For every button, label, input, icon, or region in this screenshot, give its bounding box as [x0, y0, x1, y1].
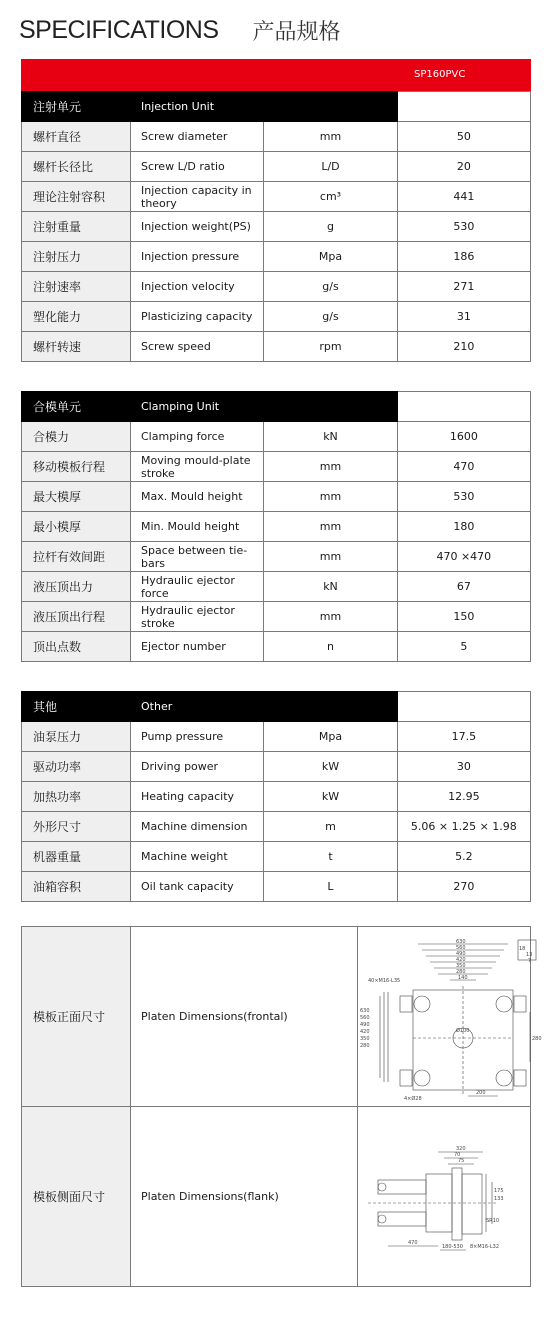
- row-label-cn: 最大模厚: [22, 482, 131, 512]
- title-english: SPECIFICATIONS: [19, 15, 219, 44]
- row-label-en: Screw diameter: [131, 122, 264, 152]
- mid-dim-label: 180-530: [442, 1243, 463, 1250]
- row-value: 17.5: [397, 722, 530, 752]
- small-dim-label: 18: [519, 945, 526, 952]
- section-header-en: Injection Unit: [131, 92, 398, 122]
- flank-drawing-svg: [358, 1112, 542, 1282]
- right-dim-label: 280: [532, 1035, 542, 1042]
- row-unit: g/s: [264, 272, 397, 302]
- row-label-en: Hydraulic ejector force: [131, 572, 264, 602]
- row-label-en: Machine weight: [131, 842, 264, 872]
- section-header-blank: [397, 692, 530, 722]
- small-dim-label: 7: [528, 957, 532, 964]
- bottom-dim-label: 200: [476, 1089, 486, 1096]
- row-label-en: Max. Mould height: [131, 482, 264, 512]
- row-value: 5.2: [397, 842, 530, 872]
- platen-label-en: Platen Dimensions(frontal): [131, 927, 358, 1107]
- row-unit: mm: [264, 122, 397, 152]
- vdim-label: 280: [360, 1042, 370, 1049]
- platen-table: [21, 926, 542, 1287]
- row-unit: m: [264, 812, 397, 842]
- row-value: 30: [397, 752, 530, 782]
- row-value: 31: [397, 302, 530, 332]
- row-label-cn: 外形尺寸: [22, 812, 131, 842]
- row-label-cn: 螺杆直径: [22, 122, 131, 152]
- sr-label: SR10: [486, 1217, 500, 1224]
- row-value: 271: [397, 272, 530, 302]
- row-value: 1600: [397, 422, 530, 452]
- model-name: SP160PVC: [414, 69, 466, 80]
- row-unit: rpm: [264, 332, 397, 362]
- small-dim-label: 13: [526, 951, 533, 958]
- hole-label: 40×M16-L35: [368, 977, 401, 984]
- platen-label-en: Platen Dimensions(flank): [131, 1107, 358, 1287]
- spec-table-other: [21, 691, 531, 902]
- row-label-cn: 注射重量: [22, 212, 131, 242]
- table-row: [22, 872, 531, 902]
- row-value: 12.95: [397, 782, 530, 812]
- row-value: 530: [397, 482, 530, 512]
- table-row: [22, 842, 531, 872]
- row-value: 470 ×470: [397, 542, 530, 572]
- table-row: [22, 572, 531, 602]
- table-row: [22, 482, 531, 512]
- row-unit: L/D: [264, 152, 397, 182]
- row-unit: kW: [264, 752, 397, 782]
- row-value: 270: [397, 872, 530, 902]
- row-unit: Mpa: [264, 242, 397, 272]
- platen-flank-drawing: [358, 1107, 531, 1287]
- row-label-en: Pump pressure: [131, 722, 264, 752]
- platen-label-cn: 模板侧面尺寸: [22, 1107, 131, 1287]
- row-unit: mm: [264, 512, 397, 542]
- table-row: [22, 302, 531, 332]
- dim-label: 280: [456, 968, 466, 975]
- row-label-en: Machine dimension: [131, 812, 264, 842]
- row-label-en: Injection weight(PS): [131, 212, 264, 242]
- section-header-en: Clamping Unit: [131, 392, 398, 422]
- row-label-cn: 塑化能力: [22, 302, 131, 332]
- row-unit: g: [264, 212, 397, 242]
- row-unit: mm: [264, 482, 397, 512]
- row-label-cn: 机器重量: [22, 842, 131, 872]
- row-label-cn: 注射速率: [22, 272, 131, 302]
- table-row: [22, 422, 531, 452]
- vdim-label: 490: [360, 1021, 370, 1028]
- dim-label: 560: [456, 944, 466, 951]
- row-label-cn: 液压顶出力: [22, 572, 131, 602]
- row-label-cn: 螺杆长径比: [22, 152, 131, 182]
- row-label-en: Injection pressure: [131, 242, 264, 272]
- platen-row-frontal: [22, 927, 531, 1107]
- row-label-en: Screw speed: [131, 332, 264, 362]
- row-value: 67: [397, 572, 530, 602]
- row-unit: mm: [264, 452, 397, 482]
- row-label-cn: 注射压力: [22, 242, 131, 272]
- row-value: 180: [397, 512, 530, 542]
- dim-label: 420: [456, 956, 466, 963]
- dim-label: 70: [454, 1151, 461, 1158]
- row-value: 50: [397, 122, 530, 152]
- row-label-en: Ejector number: [131, 632, 264, 662]
- row-unit: mm: [264, 602, 397, 632]
- row-label-en: Moving mould-plate stroke: [131, 452, 264, 482]
- row-unit: L: [264, 872, 397, 902]
- row-label-cn: 移动模板行程: [22, 452, 131, 482]
- row-label-en: Min. Mould height: [131, 512, 264, 542]
- row-unit: Mpa: [264, 722, 397, 752]
- table-row: [22, 452, 531, 482]
- table-row: [22, 512, 531, 542]
- row-label-cn: 理论注射容积: [22, 182, 131, 212]
- row-value: 5: [397, 632, 530, 662]
- section-header-cn: 注射单元: [22, 92, 131, 122]
- row-value: 5.06 × 1.25 × 1.98: [397, 812, 530, 842]
- spec-table-clamping: [21, 391, 531, 662]
- table-row: [22, 182, 531, 212]
- spec-table-injection: [21, 91, 531, 362]
- table-row: [22, 122, 531, 152]
- row-unit: mm: [264, 542, 397, 572]
- section-header: [22, 92, 531, 122]
- row-label-cn: 油箱容积: [22, 872, 131, 902]
- section-header: [22, 692, 531, 722]
- row-unit: cm³: [264, 182, 397, 212]
- frontal-drawing-svg: [358, 932, 542, 1102]
- side-dim-label: 133: [494, 1195, 504, 1202]
- row-unit: kW: [264, 782, 397, 812]
- table-row: [22, 752, 531, 782]
- table-row: [22, 812, 531, 842]
- vdim-label: 350: [360, 1035, 370, 1042]
- table-row: [22, 542, 531, 572]
- row-label-en: Driving power: [131, 752, 264, 782]
- row-label-en: Screw L/D ratio: [131, 152, 264, 182]
- row-value: 530: [397, 212, 530, 242]
- row-label-cn: 最小模厚: [22, 512, 131, 542]
- row-value: 186: [397, 242, 530, 272]
- row-label-cn: 顶出点数: [22, 632, 131, 662]
- dim-label: 320: [456, 1145, 466, 1152]
- row-label-cn: 螺杆转速: [22, 332, 131, 362]
- platen-frontal-drawing: [358, 927, 542, 1107]
- table-row: [22, 242, 531, 272]
- table-row: [22, 152, 531, 182]
- section-header-en: Other: [131, 692, 398, 722]
- row-label-cn: 油泵压力: [22, 722, 131, 752]
- row-unit: kN: [264, 422, 397, 452]
- row-label-en: Oil tank capacity: [131, 872, 264, 902]
- row-value: 441: [397, 182, 530, 212]
- row-label-en: Injection velocity: [131, 272, 264, 302]
- section-header-blank: [397, 392, 530, 422]
- row-unit: n: [264, 632, 397, 662]
- vdim-label: 630: [360, 1007, 370, 1014]
- row-value: 470: [397, 452, 530, 482]
- table-row: [22, 722, 531, 752]
- row-unit: t: [264, 842, 397, 872]
- row-label-cn: 拉杆有效间距: [22, 542, 131, 572]
- left-dim-label: 470: [408, 1239, 418, 1246]
- row-label-en: Heating capacity: [131, 782, 264, 812]
- table-row: [22, 632, 531, 662]
- row-label-en: Hydraulic ejector stroke: [131, 602, 264, 632]
- table-row: [22, 332, 531, 362]
- row-label-cn: 加热功率: [22, 782, 131, 812]
- row-label-en: Injection capacity in theory: [131, 182, 264, 212]
- vdim-label: 420: [360, 1028, 370, 1035]
- vdim-label: 560: [360, 1014, 370, 1021]
- row-label-cn: 合模力: [22, 422, 131, 452]
- row-value: 20: [397, 152, 530, 182]
- section-header-blank: [397, 92, 530, 122]
- bottom-hole-label: 4×Ø28: [404, 1095, 422, 1102]
- dim-label: 490: [456, 950, 466, 957]
- hole-label: 8×M16-L32: [470, 1243, 499, 1250]
- table-row: [22, 602, 531, 632]
- row-unit: kN: [264, 572, 397, 602]
- title-chinese: 产品规格: [252, 19, 341, 45]
- section-header-cn: 其他: [22, 692, 131, 722]
- table-row: [22, 212, 531, 242]
- section-header-cn: 合模单元: [22, 392, 131, 422]
- table-row: [22, 782, 531, 812]
- row-label-en: Clamping force: [131, 422, 264, 452]
- row-label-en: Space between tie-bars: [131, 542, 264, 572]
- dim-label: 140: [458, 974, 468, 981]
- row-unit: g/s: [264, 302, 397, 332]
- dim-label: 630: [456, 938, 466, 945]
- platen-row-flank: [22, 1107, 531, 1287]
- table-row: [22, 272, 531, 302]
- platen-label-cn: 模板正面尺寸: [22, 927, 131, 1107]
- dim-label: 350: [456, 962, 466, 969]
- center-label: Ø100: [456, 1027, 470, 1034]
- page-title: [19, 12, 341, 48]
- section-header: [22, 392, 531, 422]
- row-value: 150: [397, 602, 530, 632]
- model-header-bar: [21, 59, 531, 91]
- side-dim-label: 175: [494, 1187, 504, 1194]
- row-label-cn: 驱动功率: [22, 752, 131, 782]
- dim-label: 75: [458, 1157, 465, 1164]
- row-label-en: Plasticizing capacity: [131, 302, 264, 332]
- row-value: 210: [397, 332, 530, 362]
- row-label-cn: 液压顶出行程: [22, 602, 131, 632]
